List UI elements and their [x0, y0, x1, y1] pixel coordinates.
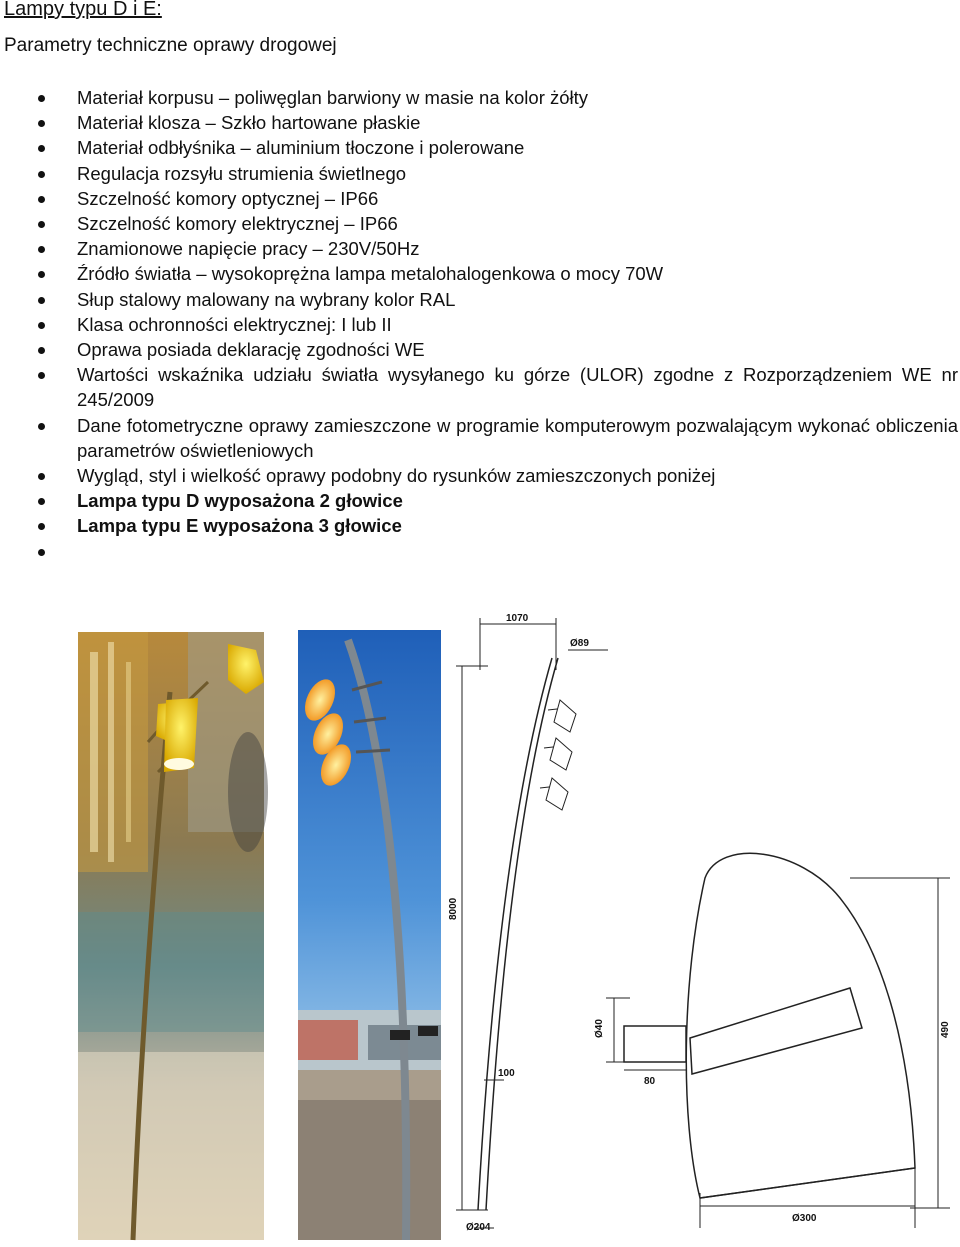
lamp-e-photo — [298, 630, 441, 1240]
bullet-icon — [38, 473, 45, 480]
spec-item — [0, 236, 960, 261]
dim-socket-length: 80 — [644, 1076, 656, 1087]
bullet-icon — [38, 246, 45, 253]
spec-text: Wygląd, styl i wielkość oprawy podobny do rysunków zamieszczonych poniżej — [77, 465, 716, 487]
spec-item — [0, 85, 960, 110]
bullet-icon — [38, 95, 45, 102]
spec-item — [0, 337, 960, 362]
spec-text: Wartości wskaźnika udziału światła wysyłanego ku górze (ULOR) zgodne z Rozporządzeniem WE nr 245/2009 — [77, 364, 958, 411]
spec-item — [0, 110, 960, 135]
dim-top-diameter: Ø89 — [570, 638, 589, 649]
pole-technical-drawing — [448, 610, 610, 1242]
spec-text: Lampa typu D wyposażona 2 głowice — [77, 490, 403, 512]
spec-text: Materiał odbłyśnika – aluminium tłoczone i polerowane — [77, 137, 525, 159]
spec-text: Szczelność komory optycznej – IP66 — [77, 187, 379, 209]
bullet-icon — [38, 549, 45, 556]
spec-item — [0, 539, 960, 564]
spec-item — [0, 261, 960, 286]
spec-item — [0, 413, 960, 463]
spec-text: Klasa ochronności elektrycznej: I lub II — [77, 313, 392, 335]
dim-top-width: 1070 — [506, 613, 529, 624]
bullet-icon — [38, 498, 45, 505]
spec-text: Lampa typu E wyposażona 3 głowice — [77, 515, 402, 537]
spec-text: Dane fotometryczne oprawy zamieszczone w programie komputerowym pozwalającym wykonać obliczenia parametrów oświetleniowych — [77, 414, 958, 461]
spec-item — [0, 362, 960, 412]
bullet-icon — [38, 171, 45, 178]
spec-item — [0, 186, 960, 211]
spec-item — [0, 463, 960, 488]
bullet-icon — [38, 297, 45, 304]
dim-head-height: 490 — [940, 1021, 951, 1038]
bullet-icon — [38, 196, 45, 203]
bullet-icon — [38, 347, 45, 354]
spec-text: Materiał klosza – Szkło hartowane płaskie — [77, 112, 421, 134]
bullet-icon — [38, 423, 45, 430]
spec-text: Regulacja rozsyłu strumienia świetlnego — [77, 162, 407, 184]
spec-item — [0, 287, 960, 312]
dim-base-offset: 100 — [498, 1068, 515, 1079]
spec-item — [0, 513, 960, 538]
spec-item — [0, 161, 960, 186]
spec-item — [0, 312, 960, 337]
dim-base-diameter: Ø204 — [466, 1222, 491, 1233]
bullet-icon — [38, 271, 45, 278]
section-subheading: Parametry techniczne oprawy drogowej — [4, 35, 337, 56]
spec-item — [0, 211, 960, 236]
dim-socket-diameter: Ø40 — [594, 1019, 605, 1038]
spec-text: Znamionowe napięcie pracy – 230V/50Hz — [77, 238, 420, 260]
dim-pole-height: 8000 — [448, 897, 459, 920]
spec-text: Źródło światła – wysokoprężna lampa metalohalogenkowa o mocy 70W — [77, 263, 664, 285]
page-heading: Lampy typu D i E: — [4, 0, 162, 20]
bullet-icon — [38, 372, 45, 379]
lamp-d-photo — [78, 632, 264, 1240]
spec-text: Oprawa posiada deklarację zgodności WE — [77, 339, 425, 361]
bullet-icon — [38, 322, 45, 329]
specs-list — [0, 85, 960, 564]
bullet-icon — [38, 221, 45, 228]
bullet-icon — [38, 145, 45, 152]
spec-item — [0, 488, 960, 513]
spec-text: Szczelność komory elektrycznej – IP66 — [77, 213, 398, 235]
lamp-head-technical-drawing — [594, 838, 958, 1238]
spec-text: Materiał korpusu – poliwęglan barwiony w masie na kolor żółty — [77, 87, 589, 108]
bullet-icon — [38, 523, 45, 530]
spec-text: Słup stalowy malowany na wybrany kolor RAL — [77, 288, 456, 310]
dim-head-diameter: Ø300 — [792, 1213, 817, 1224]
spec-item — [0, 135, 960, 160]
bullet-icon — [38, 120, 45, 127]
